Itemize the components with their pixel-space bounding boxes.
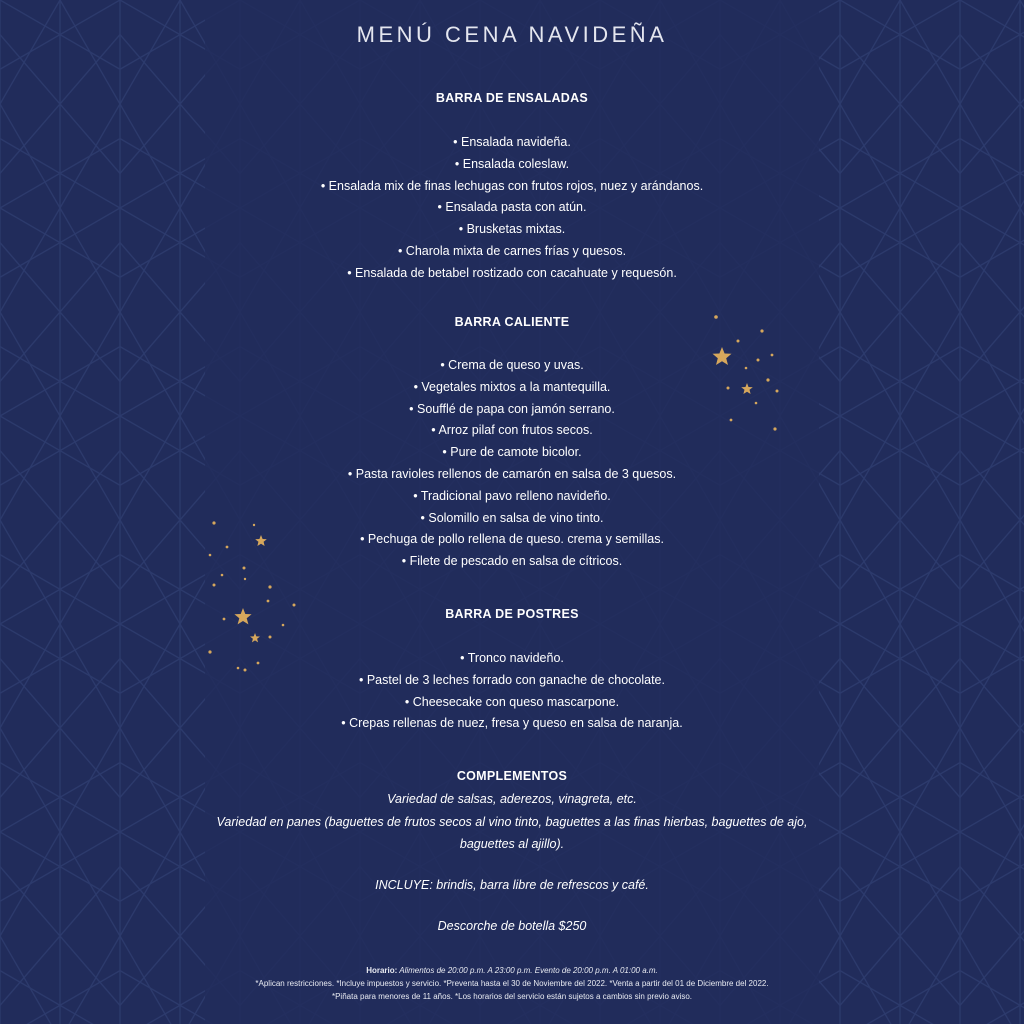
footer-notes (0, 964, 1024, 1003)
list-item: • Ensalada coleslaw. (454, 156, 570, 171)
list-item: • Cheesecake con queso mascarpone. (404, 694, 620, 709)
star-icon (713, 347, 732, 365)
horario-line (0, 964, 1024, 977)
complementos-salsas: Variedad de salsas, aderezos, vinagreta, etc. (387, 792, 637, 806)
list-item: • Tradicional pavo relleno navideño. (413, 488, 611, 503)
list-item: • Pastel de 3 leches forrado con ganache de chocolate. (359, 672, 665, 687)
list-item: • Ensalada pasta con atún. (437, 200, 587, 215)
horario-text: Alimentos de 20:00 p.m. A 23:00 p.m. Evento de 20:00 p.m. A 01:00 a.m. (397, 966, 658, 975)
list-item: • Solomillo en salsa de vino tinto. (420, 510, 604, 525)
list-item: • Vegetales mixtos a la mantequilla. (413, 379, 611, 394)
incluye-text: INCLUYE: brindis, barra libre de refrescos y café. (375, 878, 649, 892)
section-heading-ensaladas: BARRA DE ENSALADAS (435, 91, 589, 105)
section-heading-complementos: COMPLEMENTOS (456, 769, 568, 783)
list-item: • Filete de pescado en salsa de cítricos. (401, 554, 623, 569)
list-item: • Soufflé de papa con jamón serrano. (409, 401, 615, 416)
list-item: • Arroz pilaf con frutos secos. (431, 423, 593, 438)
caliente-list (0, 355, 1024, 573)
list-item: • Crepas rellenas de nuez, fresa y queso en salsa de naranja. (341, 716, 683, 731)
descorche-text: Descorche de botella $250 (437, 919, 587, 933)
gold-stars-cluster-right (700, 305, 790, 440)
star-icon (250, 633, 260, 642)
list-item: • Pechuga de pollo rellena de queso. crema y semillas. (360, 532, 664, 547)
section-heading-postres: BARRA DE POSTRES (445, 607, 579, 621)
star-icon (255, 535, 267, 546)
list-item: • Tronco navideño. (460, 651, 564, 665)
pinata-line: *Piñata para menores de 11 años. *Los horarios del servicio están sujetos a cambios sin previo aviso. (331, 992, 693, 1001)
list-item: • Ensalada de betabel rostizado con cacahuate y requesón. (347, 265, 677, 280)
star-icon (234, 608, 251, 624)
restricciones-line: *Aplican restricciones. *Incluye impuestos y servicio. *Preventa hasta el 30 de Noviembre del 2022. *Venta a partir del 01 de Diciembre del 2022. (255, 979, 769, 988)
star-icon (741, 383, 753, 394)
list-item: • Brusketas mixtas. (458, 222, 566, 237)
section-heading-caliente: BARRA CALIENTE (454, 315, 570, 329)
list-item: • Pure de camote bicolor. (442, 445, 582, 460)
list-item: • Pasta ravioles rellenos de camarón en salsa de 3 quesos. (347, 466, 677, 481)
list-item: • Ensalada navideña. (453, 135, 571, 149)
list-item: • Crema de queso y uvas. (440, 358, 584, 372)
complementos-panes: Variedad en panes (baguettes de frutos secos al vino tinto, baguettes a las finas hierbas, baguettes de ajo, baguettes al ajillo). (216, 815, 808, 851)
page-title: MENÚ CENA NAVIDEÑA (356, 22, 668, 47)
list-item: • Charola mixta de carnes frías y quesos. (397, 243, 627, 258)
postres-list (0, 648, 1024, 735)
gold-stars-cluster-left (200, 515, 305, 675)
ensaladas-list (0, 132, 1024, 285)
horario-label: Horario: (366, 966, 398, 975)
list-item: • Ensalada mix de finas lechugas con frutos rojos, nuez y arándanos. (320, 178, 704, 193)
